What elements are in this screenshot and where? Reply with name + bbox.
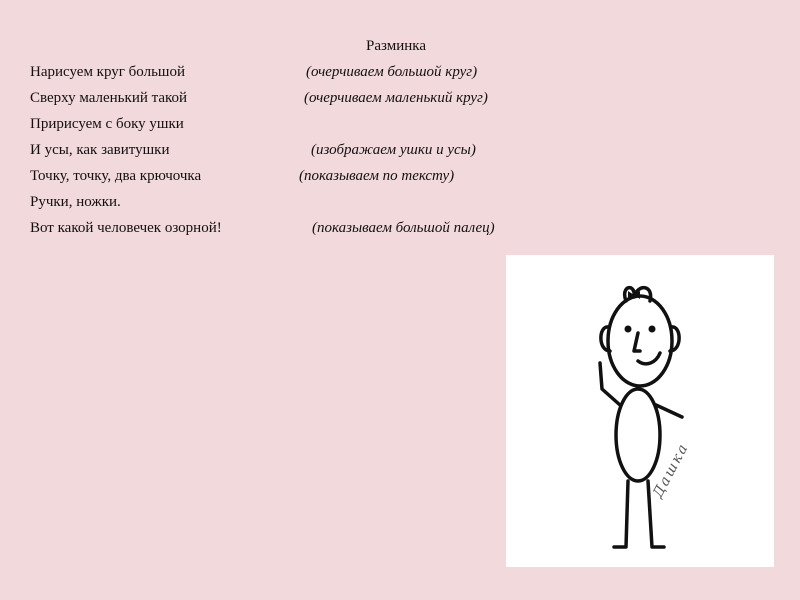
poem-text: Пририсуем с боку ушки xyxy=(30,116,184,132)
poem-text: Точку, точку, два крючочка xyxy=(30,168,202,184)
left-eye xyxy=(625,326,632,333)
drawing-signature: Дашка xyxy=(650,440,693,501)
poem-text: Ручки, ножки. xyxy=(30,194,121,210)
right-arm xyxy=(656,405,682,417)
body-oval xyxy=(616,389,660,481)
nose xyxy=(634,333,640,351)
slide-title: Разминка xyxy=(366,38,426,54)
right-eye xyxy=(649,326,656,333)
action-note: (очерчиваем большой круг) xyxy=(306,64,478,80)
mouth xyxy=(638,353,660,364)
stick-figure-drawing xyxy=(506,255,774,567)
stick-figure-icon xyxy=(506,255,774,567)
head-circle xyxy=(608,296,672,386)
action-note: (показываем большой палец) xyxy=(312,220,495,236)
left-leg xyxy=(614,481,628,547)
action-note: (изображаем ушки и усы) xyxy=(311,142,476,158)
poem-text: И усы, как завитушки xyxy=(30,142,170,158)
poem-text: Нарисуем круг большой xyxy=(30,64,186,80)
poem-text: Сверху маленький такой xyxy=(30,90,188,106)
action-note: (очерчиваем маленький круг) xyxy=(304,90,488,106)
action-note: (показываем по тексту) xyxy=(299,168,455,184)
poem-text: Вот какой человечек озорной! xyxy=(30,220,222,236)
